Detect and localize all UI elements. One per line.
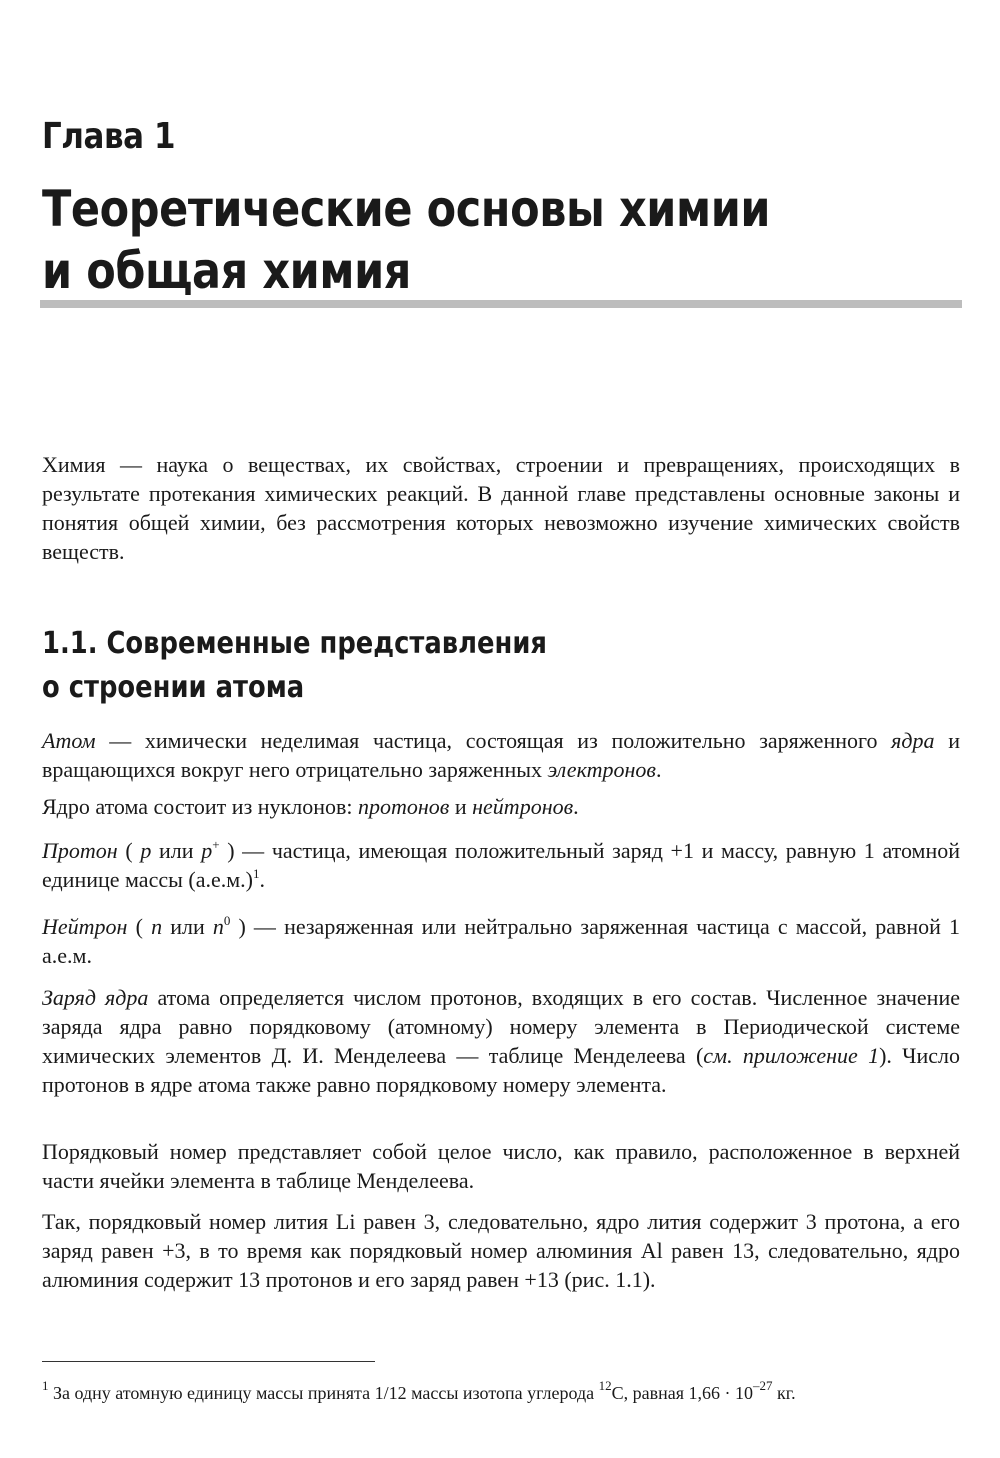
paragraph-atom: Атом — химически неделимая частица, состоящая из положительно заряженного ядра и вращающихся вокруг него отрицательно заряженных электронов. xyxy=(42,728,960,782)
section-title xyxy=(42,622,902,710)
term-protons: протонов xyxy=(357,794,450,819)
paragraph-neutron: Нейтрон ( n или $n^0$ ) — незаряженная или нейтрально заряженная частица с массой, равной 1 а.е.м. xyxy=(42,913,961,968)
symbol-p-plus: p xyxy=(201,838,213,863)
term-neutron: Нейтрон xyxy=(42,914,128,939)
chapter-title-line: Теоретические основы химии xyxy=(42,180,771,238)
footnote-number: 1 xyxy=(42,1378,49,1393)
footnote-divider xyxy=(42,1361,375,1362)
term-nuclear-charge: Заряд ядра xyxy=(42,985,149,1010)
chapter-title-line: и общая химия xyxy=(42,242,411,300)
term-neutrons: нейтронов xyxy=(472,794,574,819)
chapter-title xyxy=(42,178,902,302)
section-title-line: о строении атома xyxy=(42,670,305,705)
term-electrons: электронов xyxy=(547,757,656,782)
appendix-reference[interactable]: см. приложение 1 xyxy=(703,1043,880,1068)
intro-paragraph: Химия — наука о веществах, их свойствах, строении и превращениях, происходящих в результате протекания химических реакций. В данной главе представлены основные законы и понятия общей химии, без рассмотрения которых невозможно изучение химических свойств веществ. xyxy=(42,452,960,564)
paragraph-charge: Заряд ядра атома определяется числом протонов, входящих в его состав. Численное значение заряда ядра равно порядковому (атомному) номеру элемента в Периодической системе химических элементов Д. И. Менделеева — таблице Менделеева (см. приложение 1). Число протонов в ядре атома также равно порядковому номеру элемента. xyxy=(42,985,960,1097)
symbol-n: n xyxy=(151,914,163,939)
symbol-n-zero: n xyxy=(212,914,224,939)
paragraph-nucleus: Ядро атома состоит из нуклонов: протонов и нейтронов. xyxy=(42,794,579,819)
footnote-ref[interactable]: 1 xyxy=(252,866,260,881)
term-proton: Протон xyxy=(42,838,118,863)
paragraph-example: Так, порядковый номер лития Li равен 3, следовательно, ядро лития содержит 3 протона, а его заряд равен +3, в то время как порядковый номер алюминия Al равен 13, следовательно, ядро алюминия содержит 13 протонов и его заряд равен +13 (рис. 1.1). xyxy=(42,1209,960,1292)
section-title-line: 1.1. Современные представления xyxy=(42,626,547,661)
term-atom: Атом xyxy=(42,728,96,753)
chapter-divider xyxy=(40,300,962,308)
footnote: $^1$ За одну атомную единицу массы принята 1/12 массы изотопа углерода $^{12}$С, равная $1,66 \cdot 10^{-27}$ кг. xyxy=(42,1378,796,1403)
paragraph-proton: Протон ( p или p+ ) — частица, имеющая положительный заряд +1 и массу, равную 1 атомной единице массы $(а.е.м.)^1$. xyxy=(42,837,961,892)
chapter-label: Глава 1 xyxy=(42,116,176,157)
paragraph-ordinal: Порядковый номер представляет собой целое число, как правило, расположенное в верхней части ячейки элемента в таблице Менделеева. xyxy=(42,1139,960,1193)
symbol-p: p xyxy=(140,838,152,863)
term-nucleus: ядра xyxy=(891,728,935,753)
